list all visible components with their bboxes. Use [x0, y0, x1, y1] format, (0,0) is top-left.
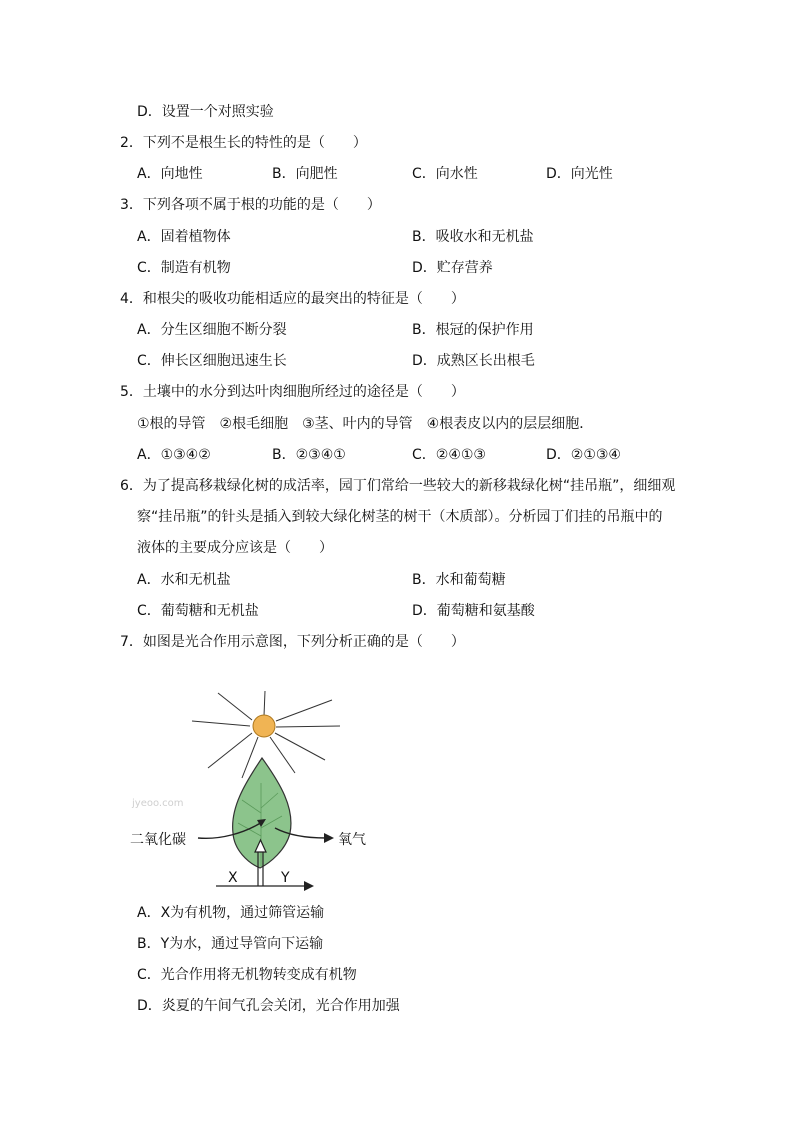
- q5-items: ①根的导管 ②根毛细胞 ③茎、叶内的导管 ④根表皮以内的层层细胞．: [137, 416, 594, 432]
- base-right-arrow: [304, 881, 314, 891]
- q1-option-d: D．设置一个对照实验: [137, 104, 274, 120]
- q6-option-b: B．水和葡萄糖: [412, 572, 506, 588]
- q4-stem: 4．和根尖的吸收功能相适应的最突出的特征是（ ）: [120, 291, 465, 307]
- q7-option-b: B．Y为水，通过导管向下运输: [137, 936, 324, 952]
- q5-stem: 5．土壤中的水分到达叶肉细胞所经过的途径是（ ）: [120, 384, 465, 400]
- q5-option-c: C．②④①③: [412, 447, 486, 463]
- q5-option-d: D．②①③④: [546, 447, 621, 463]
- q4-option-b: B．根冠的保护作用: [412, 322, 534, 338]
- q3-option-c: C．制造有机物: [137, 260, 231, 276]
- q2-option-c: C．向水性: [412, 166, 478, 182]
- q6-stem-line3: 液体的主要成分应该是（ ）: [137, 540, 333, 556]
- label-o2: 氧气: [338, 832, 366, 848]
- q3-option-d: D．贮存营养: [412, 260, 493, 276]
- q5-option-b: B．②③④①: [272, 447, 346, 463]
- q3-option-b: B．吸收水和无机盐: [412, 229, 534, 245]
- q4-option-a: A．分生区细胞不断分裂: [137, 322, 287, 338]
- q2-option-b: B．向肥性: [272, 166, 338, 182]
- q6-stem-line2: 察“挂吊瓶”的针头是插入到较大绿化树茎的树干（木质部）。分析园丁们挂的吊瓶中的: [137, 509, 663, 525]
- q7-option-c: C．光合作用将无机物转变成有机物: [137, 967, 357, 983]
- q3-stem: 3．下列各项不属于根的功能的是（ ）: [120, 197, 381, 213]
- q4-option-d: D．成熟区长出根毛: [412, 353, 535, 369]
- photosynthesis-diagram: [130, 688, 380, 898]
- q2-option-d: D．向光性: [546, 166, 613, 182]
- q6-option-d: D．葡萄糖和氨基酸: [412, 603, 535, 619]
- label-x: X: [228, 870, 238, 886]
- q3-option-a: A．固着植物体: [137, 229, 231, 245]
- label-y: Y: [281, 870, 290, 886]
- q7-option-a: A．X为有机物，通过筛管运输: [137, 905, 325, 921]
- sun-icon: [253, 715, 275, 737]
- q7-stem: 7．如图是光合作用示意图，下列分析正确的是（ ）: [120, 634, 465, 650]
- label-co2: 二氧化碳: [130, 832, 186, 848]
- q6-option-a: A．水和无机盐: [137, 572, 231, 588]
- q5-option-a: A．①③④②: [137, 447, 211, 463]
- q4-option-c: C．伸长区细胞迅速生长: [137, 353, 287, 369]
- q2-option-a: A．向地性: [137, 166, 203, 182]
- q7-option-d: D．炎夏的午间气孔会关闭，光合作用加强: [137, 998, 400, 1014]
- watermark: jyeoo.com: [132, 798, 184, 809]
- q6-option-c: C．葡萄糖和无机盐: [137, 603, 259, 619]
- q6-stem-line1: 6．为了提高移栽绿化树的成活率，园丁们常给一些较大的新移栽绿化树“挂吊瓶”，细细观: [120, 478, 676, 494]
- q2-stem: 2．下列不是根生长的特性的是（ ）: [120, 135, 367, 151]
